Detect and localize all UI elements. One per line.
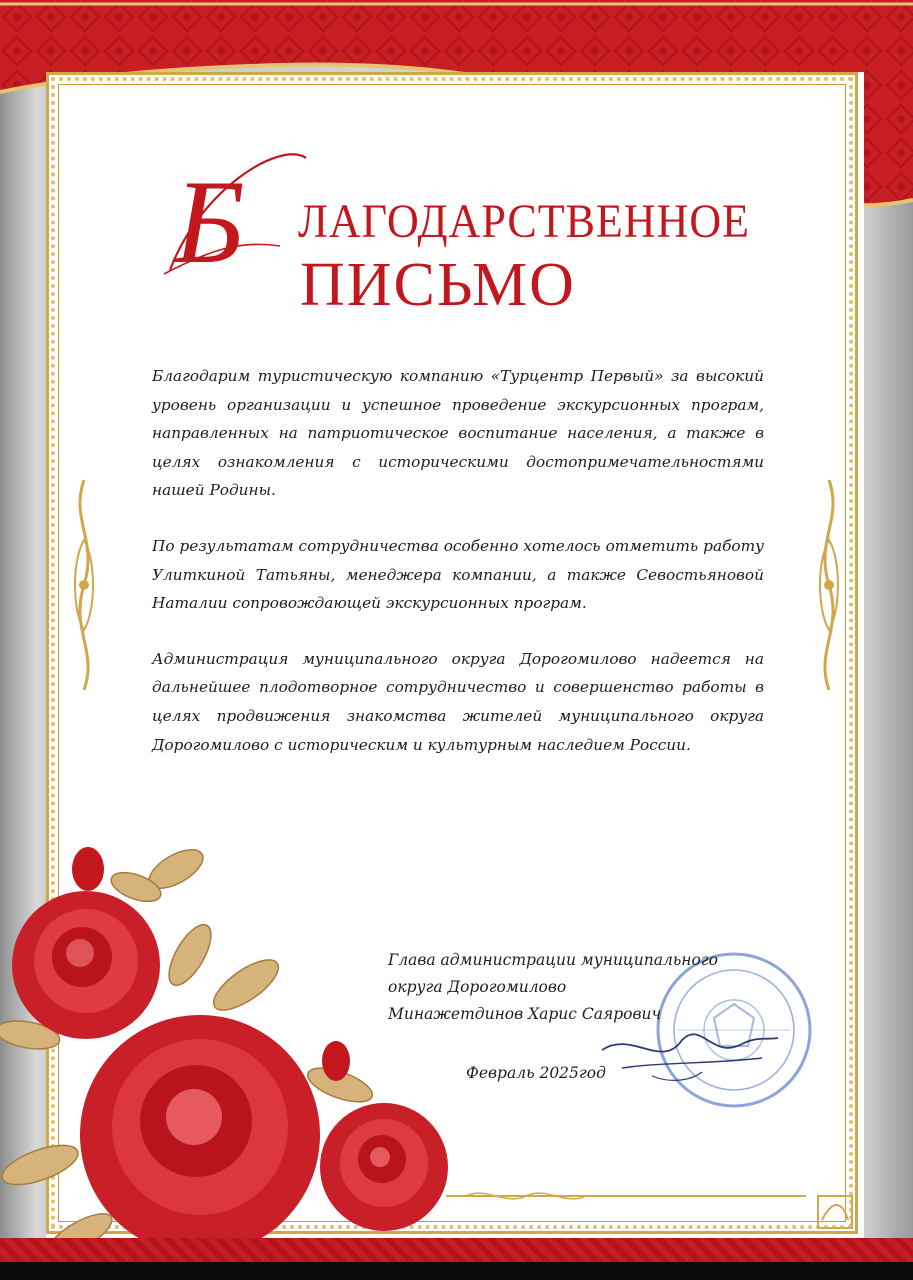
letter-paragraph-2: По результатам сотрудничества особенно хотелось отметить работу Улиткиной Татьяны, менеджера компании, а также Севостьяновой Наталии сопровождающей экскурсионных програм. <box>152 536 764 613</box>
corner-ornament-icon <box>812 1190 858 1234</box>
letter-date: Февраль 2025год <box>466 1064 606 1082</box>
signature-line-1: Глава администрации муниципального <box>388 951 718 969</box>
bottom-red-band <box>0 1238 913 1262</box>
title-line-1-text: ЛАГОДАРСТВЕННОЕ <box>298 195 750 248</box>
letter-body <box>152 362 764 759</box>
decorative-initial-b <box>160 150 310 280</box>
signature-line-2: округа Дорогомилово <box>388 978 567 996</box>
svg-text:Б: Б <box>174 155 245 280</box>
right-side-ornament <box>811 480 847 690</box>
signature-name: Минажетдинов Харис Саярович <box>388 1005 662 1023</box>
roses-bouquet-icon <box>0 835 460 1262</box>
title-line-2: ПИСЬМО <box>300 251 576 319</box>
bottom-gold-ornament <box>446 1186 806 1206</box>
bottom-dark-strip <box>0 1262 913 1280</box>
letter-paragraph-1: Благодарим туристическую компанию «Турцентр Первый» за высокий уровень организации и успешное проведение экскурсионных програм, направленных на патриотическое воспитание населения, а также в целях ознакомления с историческими достопримечательностями нашей Родины. <box>152 367 764 500</box>
letter-paragraph-3: Администрация муниципального округа Дорогомилово надеется на дальнейшее плодотворное сотрудничество и совершенство работы в целях продвижения знакомства жителей муниципального округа Дорогомилово с историческим и культурным наследием России. <box>152 649 764 754</box>
left-side-ornament <box>66 480 102 690</box>
